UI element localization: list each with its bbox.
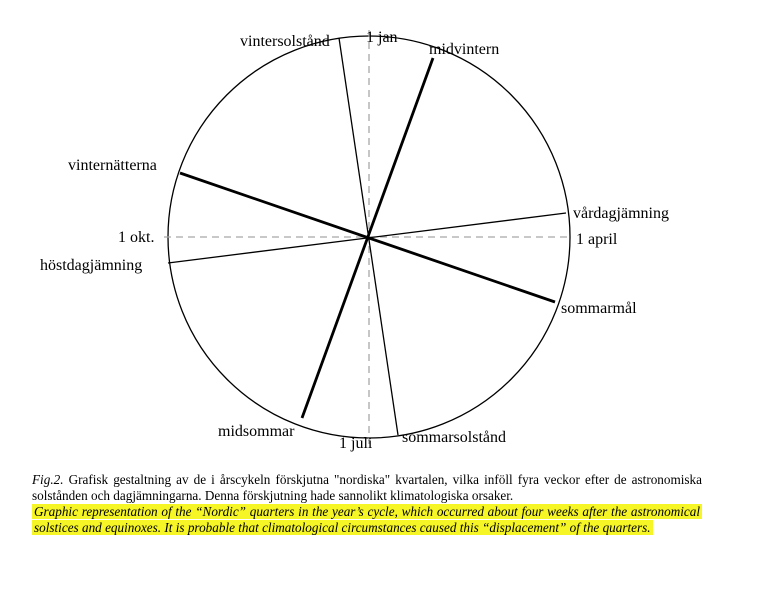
label-1-okt: 1 okt.	[118, 229, 155, 246]
label-vintersolstand: vintersolstånd	[240, 33, 330, 50]
label-vinternatterna: vinternätterna	[68, 157, 157, 174]
label-1-juli: 1 juli	[339, 435, 373, 452]
label-sommarmal: sommarmål	[561, 300, 637, 317]
figure-label: Fig.2.	[32, 472, 64, 487]
label-vardagjamning: vårdagjämning	[573, 205, 669, 222]
label-1-jan: 1 jan	[366, 29, 398, 46]
caption-english	[32, 504, 702, 536]
label-midvintern: midvintern	[429, 41, 500, 58]
label-sommarsolstand: sommarsolstånd	[402, 429, 506, 446]
caption-swedish-text: Grafisk gestaltning av de i årscykeln förskjutna "nordiska" kvartalen, vilka inföll fyra veckor efter de astronomiska solstånden och dagjämningarna. Denna förskjutning hade sannolikt klimatologiska orsaker.	[32, 472, 702, 503]
caption-english-highlighted: Graphic representation of the “Nordic” quarters in the year’s cycle, which occurred about four weeks after the astronomical solstices and equinoxes. It is probable that climatological circumstances caused this “displacement” of the quarters.	[34, 504, 700, 535]
label-1-april: 1 april	[576, 231, 618, 248]
caption-swedish	[32, 472, 702, 504]
label-hostdagjamning: höstdagjämning	[40, 257, 143, 274]
label-midsommar: midsommar	[218, 423, 295, 440]
figure-caption	[32, 472, 702, 536]
